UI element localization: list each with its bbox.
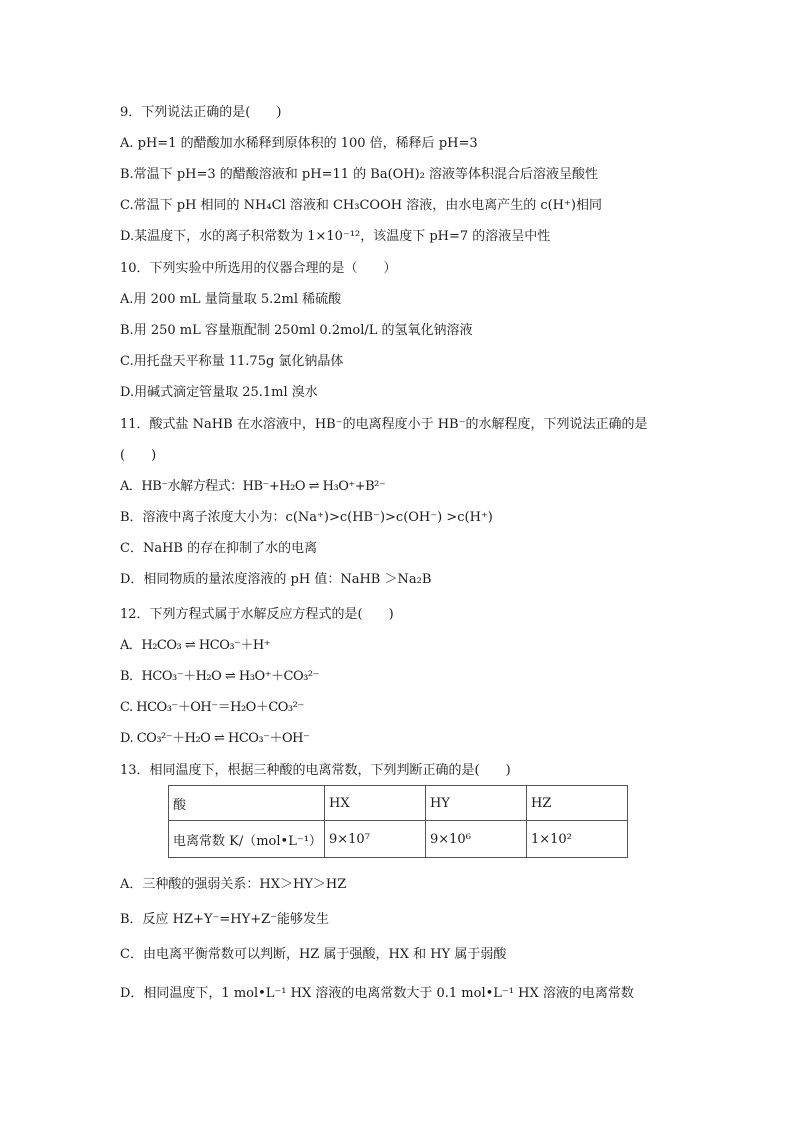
q9-title: 9．下列说法正确的是( ) bbox=[120, 105, 282, 120]
q13-title: 13．相同温度下，根据三种酸的电离常数，下列判断正确的是( ) bbox=[120, 763, 511, 778]
q9-option-a: A. pH=1 的醋酸加水稀释到原体积的 100 倍，稀释后 pH=3 bbox=[120, 136, 478, 151]
q11-title-cont: ( ) bbox=[120, 448, 157, 463]
q9-option-c: C.常温下 pH 相同的 NH₄Cl 溶液和 CH₃COOH 溶液，由水电离产生的 c(H⁺)相同 bbox=[120, 198, 602, 213]
table-cell: HY bbox=[426, 786, 527, 821]
table-cell: HZ bbox=[527, 786, 628, 821]
q13-option-a: A．三种酸的强弱关系：HX＞HY＞HZ bbox=[120, 877, 347, 892]
q9-option-d: D.某温度下，水的离子积常数为 1×10⁻¹²，该温度下 pH=7 的溶液呈中性 bbox=[120, 229, 551, 244]
q11-option-a: A．HB⁻水解方程式：HB⁻+H₂O ⇌ H₃O⁺+B²⁻ bbox=[120, 479, 386, 494]
q11-option-b: B．溶液中离子浓度大小为：c(Na⁺)>c(HB⁻)>c(OH⁻) >c(H⁺) bbox=[120, 510, 493, 525]
q13-option-d: D．相同温度下，1 mol•L⁻¹ HX 溶液的电离常数大于 0.1 mol•L⁻¹ HX 溶液的电离常数 bbox=[120, 986, 634, 1001]
q12-option-a: A．H₂CO₃ ⇌ HCO₃⁻＋H⁺ bbox=[120, 638, 271, 653]
table-cell: 电离常数 K/（mol•L⁻¹） bbox=[169, 821, 325, 858]
q10-option-d: D.用碱式滴定管量取 25.1ml 溴水 bbox=[120, 385, 318, 400]
table-cell: 1×10² bbox=[527, 821, 628, 858]
q12-option-b: B．HCO₃⁻＋H₂O ⇌ H₃O⁺＋CO₃²⁻ bbox=[120, 669, 319, 684]
q11-option-d: D．相同物质的量浓度溶液的 pH 值：NaHB ＞Na₂B bbox=[120, 572, 432, 587]
q10-option-a: A.用 200 mL 量筒量取 5.2ml 稀硫酸 bbox=[120, 292, 342, 307]
table-header-row bbox=[169, 786, 628, 821]
table-cell: 9×10⁷ bbox=[325, 821, 426, 858]
table-cell: 酸 bbox=[169, 786, 325, 821]
q12-option-d: D. CO₃²⁻＋H₂O ⇌ HCO₃⁻＋OH⁻ bbox=[120, 731, 310, 746]
q12-option-c: C. HCO₃⁻＋OH⁻＝H₂O＋CO₃²⁻ bbox=[120, 700, 304, 715]
q9-option-b: B.常温下 pH=3 的醋酸溶液和 pH=11 的 Ba(OH)₂ 溶液等体积混合后溶液呈酸性 bbox=[120, 167, 599, 182]
q12-title: 12．下列方程式属于水解反应方程式的是( ) bbox=[120, 607, 394, 622]
table-cell: 9×10⁶ bbox=[426, 821, 527, 858]
q11-title: 11．酸式盐 NaHB 在水溶液中，HB⁻的电离程度小于 HB⁻的水解程度，下列说法正确的是 bbox=[120, 417, 648, 432]
q10-option-c: C.用托盘天平称量 11.75g 氯化钠晶体 bbox=[120, 354, 344, 369]
q11-option-c: C．NaHB 的存在抑制了水的电离 bbox=[120, 541, 318, 556]
q13-option-b: B．反应 HZ+Y⁻=HY+Z⁻能够发生 bbox=[120, 912, 329, 927]
q13-option-c: C．由电离平衡常数可以判断，HZ 属于强酸，HX 和 HY 属于弱酸 bbox=[120, 947, 507, 962]
q10-title: 10．下列实验中所选用的仪器合理的是（ ） bbox=[120, 261, 397, 276]
q10-option-b: B.用 250 mL 容量瓶配制 250ml 0.2mol/L 的氢氧化钠溶液 bbox=[120, 323, 473, 338]
q13-ionization-table bbox=[168, 785, 628, 858]
table-row bbox=[169, 821, 628, 858]
table-cell: HX bbox=[325, 786, 426, 821]
